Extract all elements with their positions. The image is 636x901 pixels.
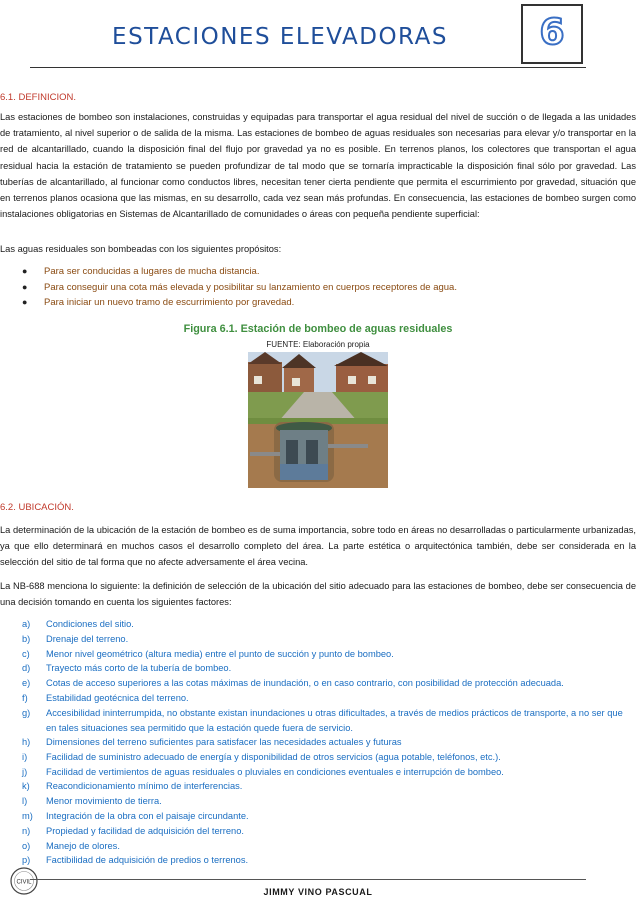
pump-station-image: [248, 352, 388, 488]
section-heading-definicion: 6.1. DEFINICION.: [0, 92, 77, 103]
footer-divider: [30, 879, 586, 880]
list-item: ● Para ser conducidas a lugares de mucha distancia.: [22, 264, 602, 280]
bullet-icon: ●: [22, 297, 28, 307]
list-item: p) Factibilidad de adquisición de predios o terrenos.: [22, 855, 249, 866]
list-item: k) Reacondicionamiento mínimo de interferencias.: [22, 781, 243, 792]
purposes-intro: Las aguas residuales son bombeadas con los siguientes propósitos:: [0, 244, 282, 254]
list-item: ● Para iniciar un nuevo tramo de escurrimiento por gravedad.: [22, 295, 602, 311]
list-item: m) Integración de la obra con el paisaje circundante.: [22, 810, 249, 821]
list-item: c) Menor nivel geométrico (altura media) entre el punto de succión y punto de bombeo.: [22, 648, 394, 659]
list-item: e) Cotas de acceso superiores a las cotas máximas de inundación, o en caso contrario, con posibilidad de protección adecuada.: [22, 678, 564, 689]
bullet-icon: ●: [22, 266, 28, 276]
bullet-icon: ●: [22, 281, 28, 292]
list-item: o) Manejo de olores.: [22, 840, 120, 851]
list-item: j) Facilidad de vertimientos de aguas residuales o pluviales en condiciones eventuales e interrupción de bombeo.: [22, 766, 504, 777]
location-paragraph-1: La determinación de la ubicación de la estación de bombeo es de suma importancia, sobre todo en áreas no desarrolladas o particularmente urbanizadas, ya que ello determinará en muchos casos el desarrollo completo del área. La parte estética o arquitectónica también, debe ser considerada en la selección del sitio de tal forma que no afecte adversamente el área vecina.: [0, 525, 636, 568]
definition-paragraph: Las estaciones de bombeo son instalaciones, construidas y equipadas para transportar el agua residual del nivel de succión o de llegada a las unidades de tratamiento, al nivel superior o de salida de la misma. Las estaciones de bombeo de aguas residuales son necesarias para elevar y/o transportar en la red de alcantarillado, cuando la disposición final del flujo por gravedad ya no es posible. En terrenos planos, los colectores que transportan el agua residual hacia la estación de tratamiento se pueden profundizar de tal modo que se tornaría impracticable la disposición final sólo por gravedad. Las tuberías de alcantarillado, al funcionar como conductos libres, necesitan tener cierta pendiente que permita el escurrimiento por gravedad, situación que en terrenos planos ocasiona que las mismas, en su desarrollo, cada vez sean más profundas. En consecuencia, las estaciones de bombeo surgen como instalaciones obligatorias en Sistemas de Alcantarillado de comunidades o áreas con pequeña pendiente superficial:: [0, 112, 636, 220]
section-heading-ubicacion: 6.2. UBICACIÓN.: [0, 502, 74, 513]
svg-text:CIVIL: CIVIL: [16, 879, 32, 886]
figure-source: FUENTE: Elaboración propia: [266, 340, 370, 349]
list-item: ● Para conseguir una cota más elevada y posibilitar su lanzamiento en cuerpos receptores de agua.: [22, 280, 602, 296]
chapter-number: 6: [539, 12, 565, 53]
chapter-number-box: [521, 4, 583, 64]
list-item: l) Menor movimiento de tierra.: [22, 796, 162, 807]
list-item: a) Condiciones del sitio.: [22, 619, 134, 629]
list-item: d) Trayecto más corto de la tubería de bombeo.: [22, 663, 232, 674]
header-divider: [30, 67, 586, 68]
figure-caption: Figura 6.1. Estación de bombeo de aguas residuales: [183, 323, 453, 335]
footer-author: JIMMY VINO PASCUAL: [263, 887, 373, 897]
list-item: g) Accesibilidad ininterrumpida, no obstante existan inundaciones u otras dificultades, a través de medios prácticos de transporte, a no ser que en tales situaciones sea permitido que la estación quede fuera de servicio.: [22, 707, 623, 733]
list-item: f) Estabilidad geotécnica del terreno.: [22, 692, 189, 703]
purposes-list: [22, 264, 602, 311]
factors-list: [22, 617, 628, 868]
list-item: b) Drenaje del terreno.: [22, 633, 129, 644]
location-paragraph-2: La NB-688 menciona lo siguiente: la definición de selección de la ubicación del sitio adecuado para las estaciones de bombeo, debe ser consecuencia de una decisión tomando en cuenta los siguientes factores:: [0, 581, 636, 608]
list-item: h) Dimensiones del terreno suficientes para satisfacer las necesidades actuales y futuras: [22, 736, 402, 747]
page-header-title: ESTACIONES ELEVADORAS: [112, 24, 448, 50]
list-item: n) Propiedad y facilidad de adquisición del terreno.: [22, 825, 244, 836]
list-item: i) Facilidad de suministro adecuado de energía y disponibilidad de otros servicios (agua potable, teléfonos, etc.).: [22, 751, 501, 762]
pump-station-illustration: [248, 352, 388, 488]
